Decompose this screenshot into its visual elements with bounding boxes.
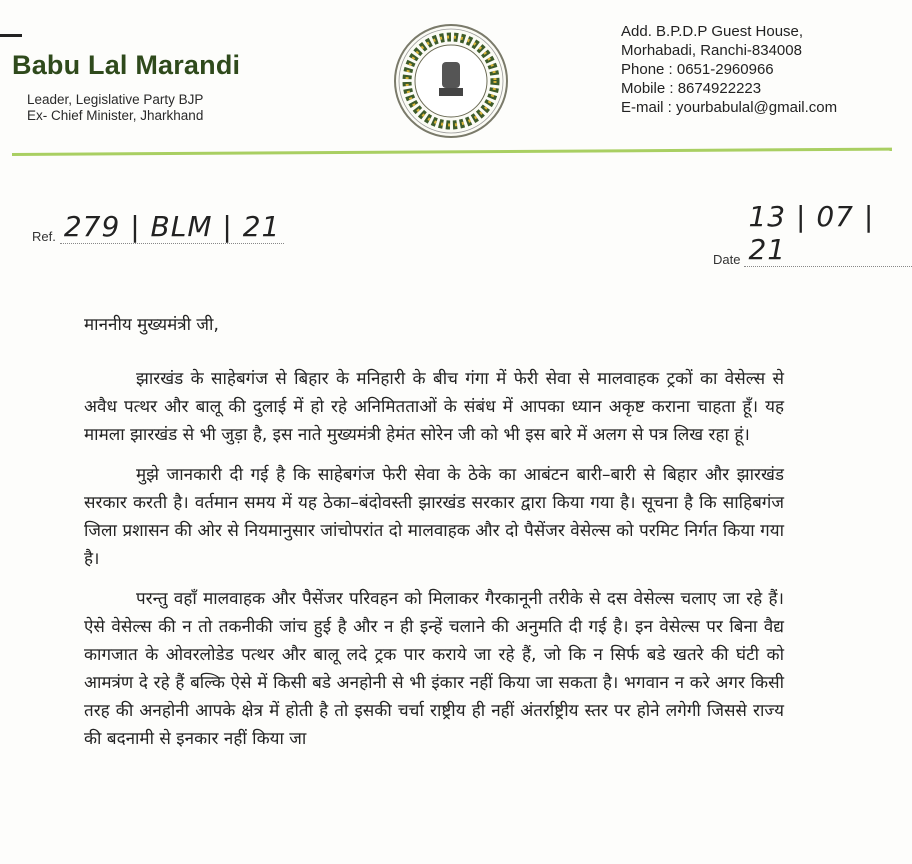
designation-line-2: Ex- Chief Minister, Jharkhand	[27, 108, 204, 123]
sender-name: Babu Lal Marandi	[12, 50, 241, 80]
paragraph: झारखंड के साहेबगंज से बिहार के मनिहारी के बीच गंगा में फेरी सेवा से मालवाहक ट्रकों का वेसेल्स से अवैध पत्थर और बालू की दुलाई में हो रहे अनिमितताओं के संबंध में आपका ध्यान अकृष्ट कराना चाहता हूँ। यह मामला झारखंड से भी जुड़ा है, इस नाते मुख्यमंत्री हेमंत सोरेन जी को भी इस बारे में अलग से पत्र लिख रहा हूं।	[84, 369, 784, 445]
designation-line-1: Leader, Legislative Party BJP	[27, 92, 204, 107]
header-divider	[12, 148, 892, 156]
mobile: Mobile : 8674922223	[621, 80, 762, 97]
ref-label: Ref.	[32, 229, 56, 244]
letter-body	[84, 312, 784, 765]
date-label: Date	[713, 252, 741, 267]
address-line-2: Morhabadi, Ranchi-834008	[621, 42, 802, 59]
sender-designation	[27, 92, 203, 124]
paragraph: परन्तु वहाँ मालवाहक और पैसेंजर परिवहन को मिलाकर गैरकानूनी तरीके से दस वेसेल्स चलाए जा रहे हैं। ऐसे वेसेल्स की न तो तकनीकी जांच हुई है और न ही इन्हें चलाने की अनुमति दी गई है। इन वेसेल्स पर बिना वैद्य कागजात के ओवरलोडेड पत्थर और बालू लदे ट्रक पार कराये जा रहे हैं, जो कि न सिर्फ बडे खतरे की घंटी को आमत्रंण दे रहे हैं बल्कि ऐसे में किसी बडे अनहोनी से भी इंकार नहीं किया जा सकता है। भगवान न करे अगर किसी तरह की अनहोनी आपके क्षेत्र में होती है तो इसकी चर्चा राष्ट्रीय ही नहीं अंतर्राष्ट्रीय स्तर पर होने लगेगी जिससे राज्य की बदनामी से इनकार नहीं किया जा	[84, 589, 784, 749]
reference-field	[32, 210, 284, 244]
contact-block	[621, 22, 837, 117]
paragraph: मुझे जानकारी दी गई है कि साहेबगंज फेरी सेवा के ठेके का आबंटन बारी–बारी से बिहार और झारखंड सरकार करती है। वर्तमान समय में यह ठेका–बंदोवस्ती झारखंड सरकार द्वारा किया गया है। सूचना है कि साहिबगंज जिला प्रशासन की ओर से नियमानुसार जांचोपरांत दो मालवाहक और दो पैसेंजर वेसेल्स को परमिट निर्गत किया गया है।	[84, 465, 784, 569]
date-field	[713, 200, 912, 267]
salutation: माननीय मुख्यमंत्री जी,	[84, 315, 219, 335]
email: E-mail : yourbabulal@gmail.com	[621, 99, 838, 116]
phone: Phone : 0651-2960966	[621, 61, 774, 78]
government-seal-icon	[392, 22, 510, 140]
ref-value: 279 | BLM | 21	[60, 210, 285, 244]
corner-mark	[0, 34, 22, 37]
address-line-1: Add. B.P.D.P Guest House,	[621, 23, 804, 40]
date-value: 13 | 07 | 21	[744, 200, 912, 267]
